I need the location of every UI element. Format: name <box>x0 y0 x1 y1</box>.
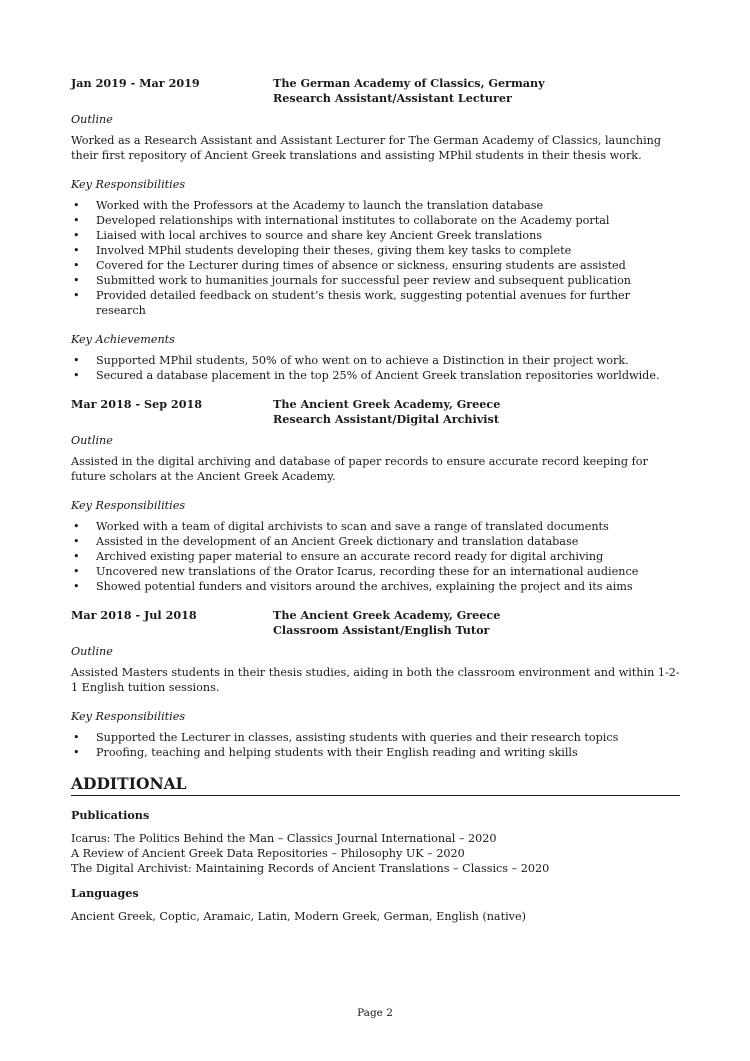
section-title-additional: ADDITIONAL <box>71 774 680 796</box>
list-item: • Supported MPhil students, 50% of who went on to achieve a Distinction in their project work. <box>71 353 680 368</box>
job-organization: The German Academy of Classics, Germany <box>273 76 545 90</box>
resume-content <box>71 76 680 924</box>
responsibilities-list <box>71 730 680 760</box>
outline-text: Worked as a Research Assistant and Assistant Lecturer for The German Academy of Classics, launching their first repository of Ancient Greek translations and assisting MPhil students in their thesis work. <box>71 134 662 162</box>
list-item: • Developed relationships with international institutes to collaborate on the Academy portal <box>71 213 680 228</box>
list-item: • Supported the Lecturer in classes, assisting students with queries and their research topics <box>71 730 680 745</box>
list-item: • Covered for the Lecturer during times of absence or sickness, ensuring students are assisted <box>71 258 680 273</box>
job-header <box>71 608 680 638</box>
job-entry <box>71 397 680 594</box>
list-item: • Archived existing paper material to ensure an accurate record ready for digital archiving <box>71 549 680 564</box>
job-dates: Mar 2018 - Jul 2018 <box>71 608 197 622</box>
job-role: Research Assistant/Digital Archivist <box>273 412 500 426</box>
list-item: • Secured a database placement in the top 25% of Ancient Greek translation repositories worldwide. <box>71 368 680 383</box>
job-role: Classroom Assistant/English Tutor <box>273 623 490 637</box>
publications-heading: Publications <box>71 808 150 822</box>
languages-text: Ancient Greek, Coptic, Aramaic, Latin, Modern Greek, German, English (native) <box>71 910 526 923</box>
job-org-block <box>273 397 680 427</box>
job-entry <box>71 76 680 383</box>
job-entry <box>71 608 680 760</box>
publication-item: A Review of Ancient Greek Data Repositories – Philosophy UK – 2020 <box>71 847 465 860</box>
publications-list <box>71 831 680 876</box>
responsibilities-label: Key Responsibilities <box>71 710 186 723</box>
job-org-block <box>273 76 680 106</box>
publication-item: The Digital Archivist: Maintaining Records of Ancient Translations – Classics – 2020 <box>71 862 550 875</box>
job-header <box>71 397 680 427</box>
responsibilities-label: Key Responsibilities <box>71 499 186 512</box>
job-header <box>71 76 680 106</box>
list-item: • Submitted work to humanities journals for successful peer review and subsequent publication <box>71 273 680 288</box>
list-item: • Provided detailed feedback on student’s thesis work, suggesting potential avenues for further research <box>71 288 680 318</box>
list-item: • Assisted in the development of an Ancient Greek dictionary and translation database <box>71 534 680 549</box>
publication-item: Icarus: The Politics Behind the Man – Classics Journal International – 2020 <box>71 832 497 845</box>
job-dates: Jan 2019 - Mar 2019 <box>71 76 200 90</box>
responsibilities-list <box>71 198 680 318</box>
page-number: Page 2 <box>357 1007 393 1019</box>
responsibilities-list <box>71 519 680 594</box>
list-item: • Showed potential funders and visitors around the archives, explaining the project and its aims <box>71 579 680 594</box>
outline-label: Outline <box>71 434 113 447</box>
list-item: • Proofing, teaching and helping students with their English reading and writing skills <box>71 745 680 760</box>
job-organization: The Ancient Greek Academy, Greece <box>273 608 501 622</box>
achievements-label: Key Achievements <box>71 333 175 346</box>
job-org-block <box>273 608 680 638</box>
outline-label: Outline <box>71 645 113 658</box>
list-item: • Uncovered new translations of the Orator Icarus, recording these for an international audience <box>71 564 680 579</box>
job-role: Research Assistant/Assistant Lecturer <box>273 91 512 105</box>
languages-heading: Languages <box>71 886 139 900</box>
job-organization: The Ancient Greek Academy, Greece <box>273 397 501 411</box>
outline-text: Assisted in the digital archiving and database of paper records to ensure accurate record keeping for future scholars at the Ancient Greek Academy. <box>71 455 648 483</box>
outline-text: Assisted Masters students in their thesis studies, aiding in both the classroom environment and within 1-2-1 English tuition sessions. <box>71 666 680 694</box>
list-item: • Worked with the Professors at the Academy to launch the translation database <box>71 198 680 213</box>
outline-label: Outline <box>71 113 113 126</box>
list-item: • Liaised with local archives to source and share key Ancient Greek translations <box>71 228 680 243</box>
responsibilities-label: Key Responsibilities <box>71 178 186 191</box>
list-item: • Involved MPhil students developing their theses, giving them key tasks to complete <box>71 243 680 258</box>
list-item: • Worked with a team of digital archivists to scan and save a range of translated documents <box>71 519 680 534</box>
achievements-list <box>71 353 680 383</box>
job-dates: Mar 2018 - Sep 2018 <box>71 397 203 411</box>
